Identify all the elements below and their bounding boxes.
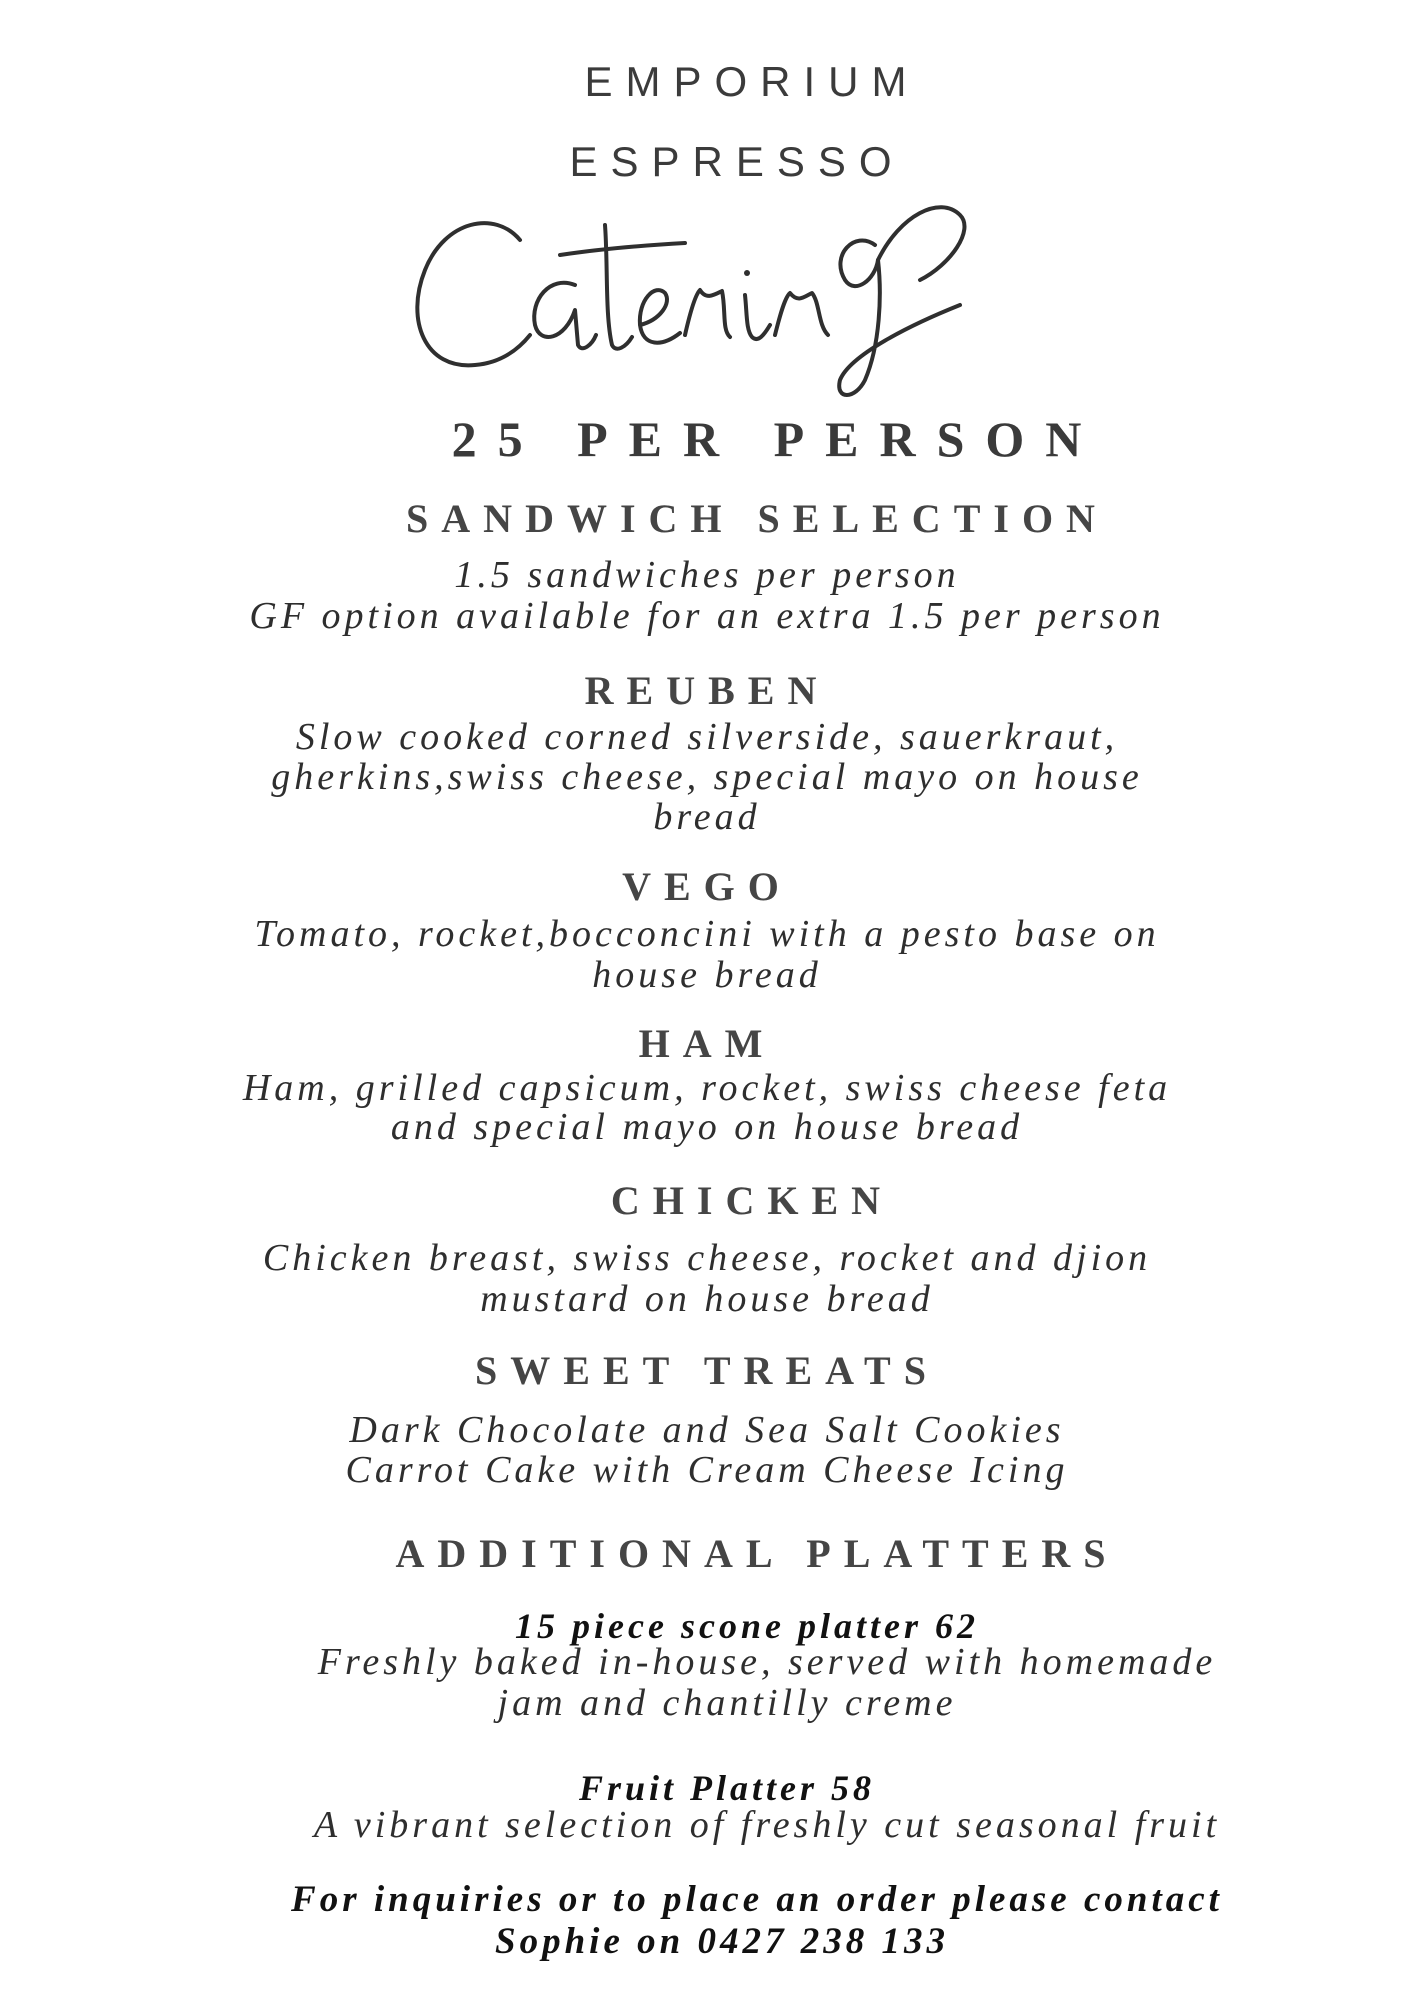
sandwich-selection-line-2: GF option available for an extra 1.5 per person — [249, 595, 1165, 637]
contact-line-2: Sophie on 0427 238 133 — [495, 1921, 949, 1962]
ham-heading: HAM — [638, 1021, 776, 1066]
sweet-treats-line-2: Carrot Cake with Cream Cheese Icing — [345, 1449, 1069, 1491]
reuben-line-1: Slow cooked corned silverside, sauerkraut, — [295, 716, 1119, 758]
scone-platter-line-2: jam and chantilly creme — [497, 1682, 957, 1724]
fruit-platter-line-1: A vibrant selection of freshly cut seasonal fruit — [313, 1804, 1221, 1846]
ham-line-1: Ham, grilled capsicum, rocket, swiss cheese feta — [242, 1067, 1172, 1109]
sweet-treats-line-1: Dark Chocolate and Sea Salt Cookies — [349, 1409, 1065, 1451]
brand-line-2: ESPRESSO — [569, 138, 905, 185]
reuben-line-3: bread — [653, 796, 761, 838]
contact-line-1: For inquiries or to place an order please contact — [291, 1879, 1223, 1920]
catering-script-title — [400, 185, 1040, 415]
reuben-line-2: gherkins,swiss cheese, special mayo on house — [271, 756, 1143, 798]
ham-line-2: and special mayo on house bread — [390, 1106, 1024, 1148]
chicken-line-2: mustard on house bread — [480, 1278, 934, 1320]
scone-platter-line-1: Freshly baked in-house, served with homemade — [317, 1641, 1217, 1683]
reuben-heading: REUBEN — [584, 668, 830, 713]
scone-platter-title: 15 piece scone platter 62 — [515, 1606, 979, 1646]
vego-line-1: Tomato, rocket,bocconcini with a pesto base on — [254, 913, 1160, 955]
chicken-line-1: Chicken breast, swiss cheese, rocket and djion — [262, 1237, 1152, 1279]
price-per-person: 25 PER PERSON — [451, 411, 1103, 467]
brand-line-1: EMPORIUM — [584, 58, 920, 105]
additional-platters-heading: ADDITIONAL PLATTERS — [395, 1531, 1119, 1576]
sweet-treats-heading: SWEET TREATS — [475, 1348, 939, 1393]
fruit-platter-title: Fruit Platter 58 — [578, 1768, 876, 1808]
vego-heading: VEGO — [622, 864, 792, 909]
catering-script-logo — [400, 185, 1040, 415]
sandwich-selection-line-1: 1.5 sandwiches per person — [454, 554, 960, 596]
sandwich-selection-heading: SANDWICH SELECTION — [406, 496, 1108, 541]
chicken-heading: CHICKEN — [610, 1178, 894, 1223]
vego-line-2: house bread — [592, 954, 822, 996]
